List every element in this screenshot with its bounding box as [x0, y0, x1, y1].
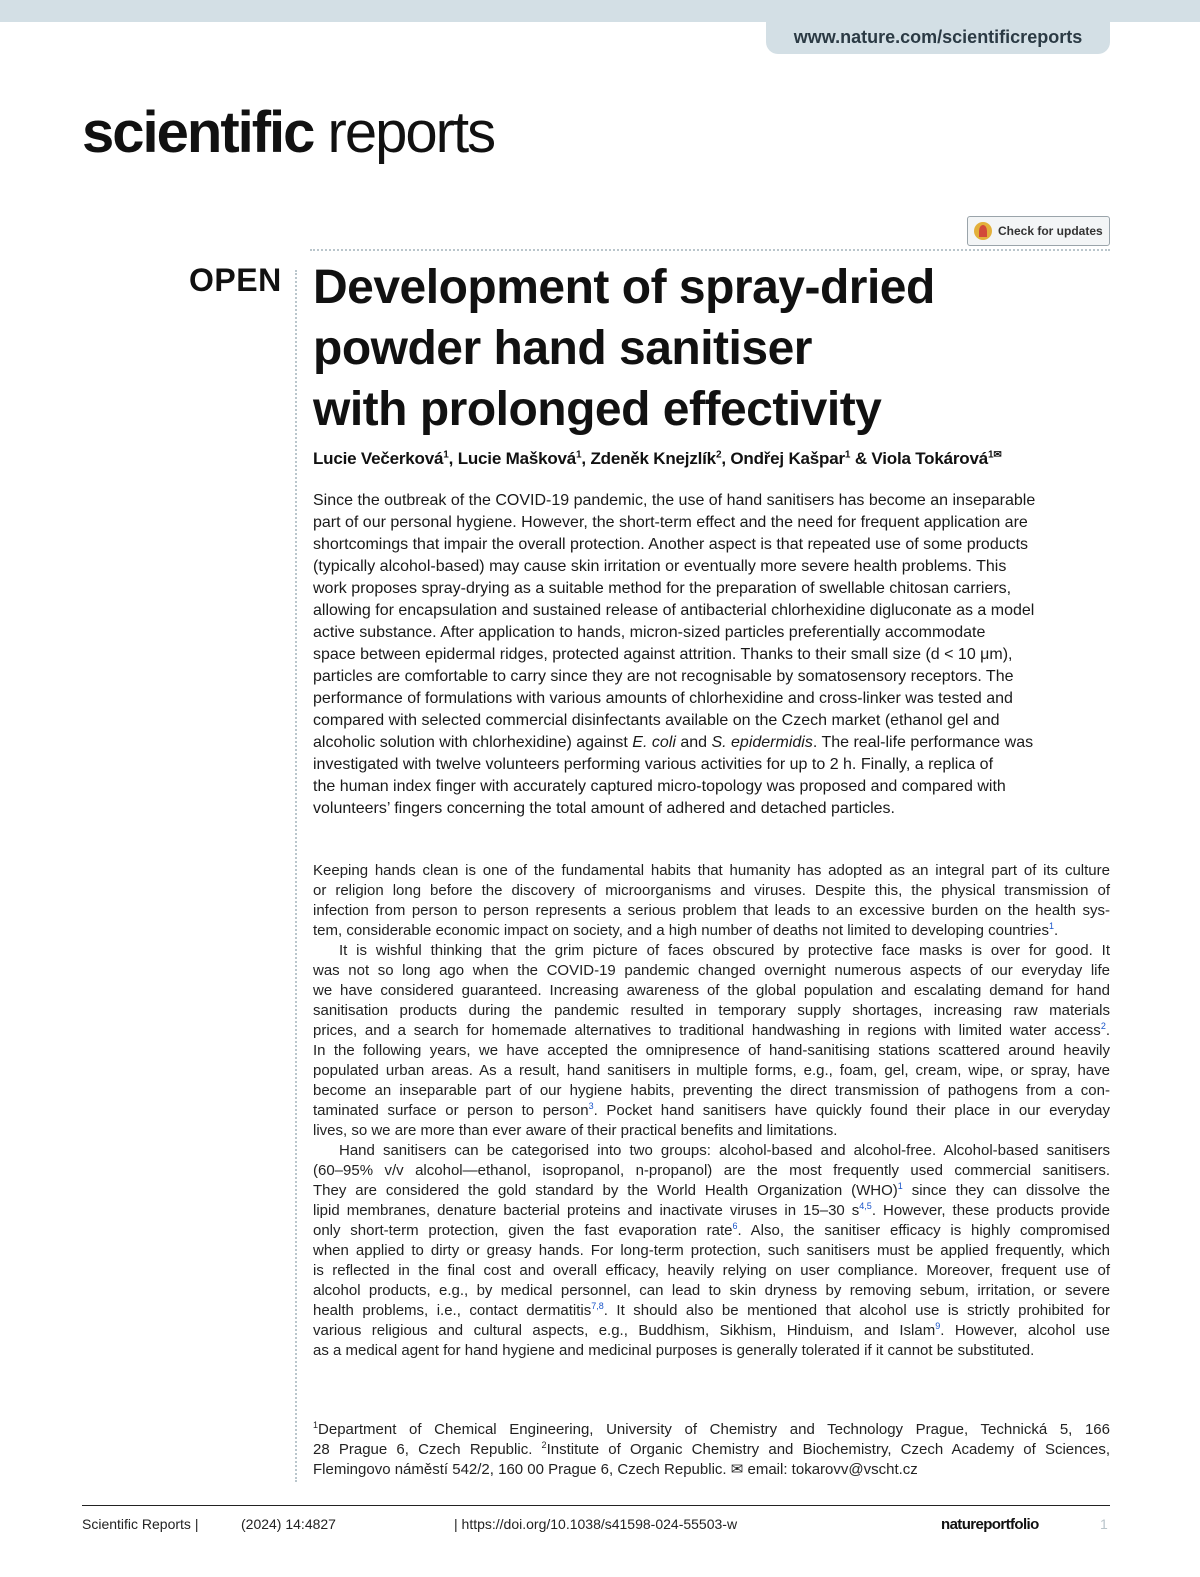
reference-link[interactable]: 6	[732, 1221, 738, 1231]
body-text-segment: sanitisation products during the pandemic resulted in temporary supply shortages, increasing raw materials	[313, 1002, 1110, 1019]
reference-link[interactable]: 2	[1100, 1021, 1106, 1031]
abstract-text: and	[675, 734, 712, 751]
corresponding-email[interactable]: email: tokarovv@vscht.cz	[747, 1461, 918, 1478]
author-name[interactable]: Zdeněk Knejzlík	[590, 449, 716, 468]
abstract-text: particles are comfortable to carry since they are not recognisable by somatosensory receptors. The	[313, 668, 1014, 685]
body-text-segment: taminated surface or person to person	[313, 1102, 589, 1119]
reference-link[interactable]: 9	[935, 1321, 941, 1331]
body-text-segment: lipid membranes, denature bacterial proteins and inactivate viruses in 15–30 s	[313, 1202, 860, 1219]
crossmark-icon	[974, 222, 992, 240]
body-text-segment: lives, so we are more than ever aware of their practical benefits and limitations.	[313, 1122, 838, 1139]
affiliation-marker: 2	[541, 1440, 547, 1450]
body-line	[313, 1181, 1110, 1201]
email-icon: ✉	[730, 1461, 744, 1478]
body-line	[313, 1141, 1110, 1161]
body-line	[313, 1201, 1110, 1221]
affiliation-line	[313, 1440, 1110, 1460]
abstract-text: Since the outbreak of the COVID-19 pandemic, the use of hand sanitisers has become an inseparable	[313, 492, 1036, 509]
abstract-line	[313, 710, 1110, 732]
author-separator: ,	[581, 449, 591, 468]
abstract-text: investigated with twelve volunteers performing various activities for up to 2 h. Finally, a replica of	[313, 756, 994, 773]
body-line	[313, 1341, 1110, 1361]
body-text-segment: . However, alcohol use	[940, 1322, 1110, 1339]
author-affiliation: 1	[576, 449, 582, 461]
journal-logo[interactable]	[82, 98, 494, 168]
body-text-segment: It is wishful thinking that the grim picture of faces obscured by protective face masks is over for good. It	[339, 942, 1110, 959]
abstract-text: shortcomings that impair the overall protection. Another aspect is that repeated use of some products	[313, 536, 1029, 553]
body-line	[313, 1281, 1110, 1301]
reference-link[interactable]: 1	[897, 1181, 903, 1191]
title-line: powder hand sanitiser	[313, 322, 812, 375]
abstract-text: alcoholic solution with chlorhexidine) against	[313, 734, 633, 751]
reference-link[interactable]: 7,8	[591, 1301, 604, 1311]
body-text-segment: as a medical agent for hand hygiene and medicinal purposes is generally tolerated if it cannot be substituted.	[313, 1342, 1035, 1359]
footer-journal: Scientific Reports |	[82, 1516, 199, 1532]
body-line	[313, 1041, 1110, 1061]
body-text-segment: populated urban areas. As a result, hand sanitisers in multiple forms, e.g., foam, gel, cream, wipe, or spray, have	[313, 1062, 1110, 1079]
abstract-line	[313, 556, 1110, 578]
journal-url-link[interactable]: www.nature.com/scientificreports	[766, 22, 1110, 54]
header-divider	[310, 249, 1110, 251]
body-text-segment: various religious and cultural aspects, e.g., Buddhism, Sikhism, Hinduism, and Islam	[313, 1322, 936, 1339]
abstract-line	[313, 644, 1110, 666]
check-for-updates-label: Check for updates	[998, 224, 1103, 238]
body-text-segment: is reflected in the final cost and overall efficacy, heavily relying on user compliance. Moreover, frequent use of	[313, 1262, 1110, 1279]
body-line	[313, 1241, 1110, 1261]
abstract-text: allowing for encapsulation and sustained release of antibacterial chlorhexidine digluconate as a model	[313, 602, 1035, 619]
reference-link[interactable]: 1	[1048, 921, 1054, 931]
abstract-line	[313, 666, 1110, 688]
body-line	[313, 1321, 1110, 1341]
body-text-segment: alcohol products, e.g., by medical personnel, can lead to skin dryness by removing sebum, irritation, or severe	[313, 1282, 1110, 1299]
body-text-segment: become an inseparable part of our hygiene habits, preventing the direct transmission of pathogens from a con-	[313, 1082, 1110, 1099]
body-line	[313, 941, 1110, 961]
abstract-line	[313, 534, 1110, 556]
affiliation-text: Department of Chemical Engineering, University of Chemistry and Technology Prague, Technická 5, 166	[318, 1421, 1110, 1438]
margin-divider	[295, 270, 297, 1482]
species-name: S. epidermidis	[711, 734, 813, 751]
affiliation-line	[313, 1460, 1110, 1480]
body-text-segment: Keeping hands clean is one of the fundamental habits that humanity has adopted as an integral part of its culture	[313, 862, 1110, 879]
abstract-line	[313, 622, 1110, 644]
abstract-line	[313, 754, 1110, 776]
abstract-line	[313, 578, 1110, 600]
author-separator: ,	[448, 449, 458, 468]
abstract-text: compared with selected commercial disinfectants available on the Czech market (ethanol gel and	[313, 712, 1000, 729]
body-line	[313, 1001, 1110, 1021]
footer-rule	[82, 1505, 1110, 1506]
author-separator: &	[850, 449, 872, 468]
affiliation-text: Flemingovo náměstí 542/2, 160 00 Prague 6, Czech Republic.	[313, 1461, 731, 1478]
body-text-segment: . Pocket hand sanitisers have quickly found their place in our everyday	[593, 1102, 1111, 1119]
body-text-segment: was not so long ago when the COVID-19 pandemic changed overnight numerous aspects of our everyday life	[313, 962, 1110, 979]
title-line: Development of spray-dried	[313, 261, 935, 314]
body-text-segment: (60–95% v/v alcohol—ethanol, isopropanol, n-propanol) are the most frequently used commercial sanitisers.	[313, 1162, 1110, 1179]
journal-logo-bold: scientific	[82, 100, 314, 165]
body-text-segment: . However, these products provide	[871, 1202, 1110, 1219]
abstract	[313, 490, 1110, 820]
author-name[interactable]: Lucie Mašková	[457, 449, 577, 468]
body-line	[313, 1261, 1110, 1281]
abstract-line	[313, 600, 1110, 622]
body-line	[313, 921, 1110, 941]
abstract-line	[313, 688, 1110, 710]
body-text-segment: when applied to dirty or greasy hands. For long-term protection, such sanitisers must be applied frequently, which	[313, 1242, 1110, 1259]
body-text-segment: .	[1054, 922, 1059, 939]
body-text-segment: tem, considerable economic impact on society, and a high number of deaths not limited to developing countries	[313, 922, 1049, 939]
body-line	[313, 1021, 1110, 1041]
body-text-segment: In the following years, we have accepted the omnipresence of hand-sanitising stations scattered around heavily	[313, 1042, 1110, 1059]
author-affiliation: 1	[443, 449, 449, 461]
affiliation-text: Institute of Organic Chemistry and Biochemistry, Czech Academy of Sciences,	[546, 1441, 1110, 1458]
author-name[interactable]: Viola Tokárová	[871, 449, 988, 468]
page-number: 1	[1100, 1516, 1108, 1532]
body-text	[313, 861, 1110, 1361]
body-text-segment: They are considered the gold standard by the World Health Organization (WHO)	[313, 1182, 898, 1199]
abstract-line	[313, 490, 1110, 512]
body-text-segment: infection from person to person represents a serious problem that leads to an excessive burden on the health sys-	[313, 902, 1110, 919]
body-line	[313, 881, 1110, 901]
body-text-segment: . It should also be mentioned that alcohol use is strictly prohibited for	[603, 1302, 1110, 1319]
affiliation-line	[313, 1420, 1110, 1440]
author-name[interactable]: Lucie Večerková	[313, 449, 444, 468]
journal-logo-light: reports	[313, 100, 495, 165]
author-affiliation: 1	[844, 449, 851, 461]
footer-citation: (2024) 14:4827	[241, 1516, 336, 1532]
body-line	[313, 961, 1110, 981]
body-line	[313, 901, 1110, 921]
check-for-updates-button[interactable]	[967, 216, 1110, 246]
body-text-segment: . Also, the sanitiser efficacy is highly compromised	[737, 1222, 1111, 1239]
abstract-text: active substance. After application to hands, micron-sized particles preferentially accommodate	[313, 624, 986, 641]
open-access-label: OPEN	[189, 262, 282, 298]
abstract-text: part of our personal hygiene. However, the short-term effect and the need for frequent application are	[313, 514, 1028, 531]
body-line	[313, 1161, 1110, 1181]
body-line	[313, 1121, 1110, 1141]
body-line	[313, 1061, 1110, 1081]
reference-link[interactable]: 3	[588, 1101, 594, 1111]
abstract-text: performance of formulations with various amounts of chlorhexidine and cross-linker was tested and	[313, 690, 1013, 707]
body-text-segment: health problems, i.e., contact dermatitis	[313, 1302, 592, 1319]
abstract-text: work proposes spray-drying as a suitable method for the preparation of swellable chitosan carriers,	[313, 580, 1012, 597]
abstract-text: space between epidermal ridges, protected against attrition. Thanks to their small size (d < 10 μm),	[313, 646, 1013, 663]
affiliations	[313, 1420, 1110, 1480]
author-affiliation: 2	[715, 449, 722, 461]
body-text-segment: only short-term protection, given the fast evaporation rate	[313, 1222, 733, 1239]
body-text-segment: since they can dissolve the	[902, 1182, 1110, 1199]
body-line	[313, 1301, 1110, 1321]
nature-portfolio-logo: natureportfolio	[941, 1516, 1039, 1533]
abstract-line	[313, 512, 1110, 534]
body-text-segment: we have considered guaranteed. Increasing awareness of the global population and escalating demand for hand	[313, 982, 1110, 999]
body-line	[313, 1221, 1110, 1241]
body-line	[313, 861, 1110, 881]
abstract-text: the human index finger with accurately captured micro-topology was proposed and compared with	[313, 778, 1006, 795]
footer-doi-link[interactable]: | https://doi.org/10.1038/s41598-024-55503-w	[454, 1516, 738, 1532]
author-separator: ,	[721, 449, 731, 468]
abstract-text: volunteers’ fingers concerning the total amount of adhered and detached particles.	[313, 800, 895, 817]
reference-link[interactable]: 4,5	[859, 1201, 872, 1211]
author-name[interactable]: Ondřej Kašpar	[730, 449, 845, 468]
abstract-text: (typically alcohol-based) may cause skin irritation or eventually more severe health problems. This	[313, 558, 1007, 575]
affiliation-text: 28 Prague 6, Czech Republic.	[313, 1441, 542, 1458]
top-band	[0, 0, 1200, 22]
affiliation-marker: 1	[313, 1420, 319, 1430]
article-title	[313, 257, 1103, 440]
body-text-segment: prices, and a search for homemade alternatives to traditional handwashing in regions with limited water access	[313, 1022, 1101, 1039]
body-text-segment: .	[1105, 1022, 1110, 1039]
body-line	[313, 1081, 1110, 1101]
author-list	[313, 449, 1103, 469]
abstract-line	[313, 776, 1110, 798]
title-line: with prolonged effectivity	[313, 383, 882, 436]
body-text-segment: Hand sanitisers can be categorised into two groups: alcohol-based and alcohol-free. Alcohol-based sanitisers	[339, 1142, 1110, 1159]
body-line	[313, 981, 1110, 1001]
abstract-line	[313, 798, 1110, 820]
body-line	[313, 1101, 1110, 1121]
abstract-text: . The real-life performance was	[812, 734, 1034, 751]
species-name: E. coli	[632, 734, 676, 751]
abstract-line	[313, 732, 1110, 754]
body-text-segment: or religion long before the discovery of microorganisms and viruses. Despite this, the physical transmission of	[313, 882, 1110, 899]
author-affiliation: 1✉	[988, 449, 1002, 461]
